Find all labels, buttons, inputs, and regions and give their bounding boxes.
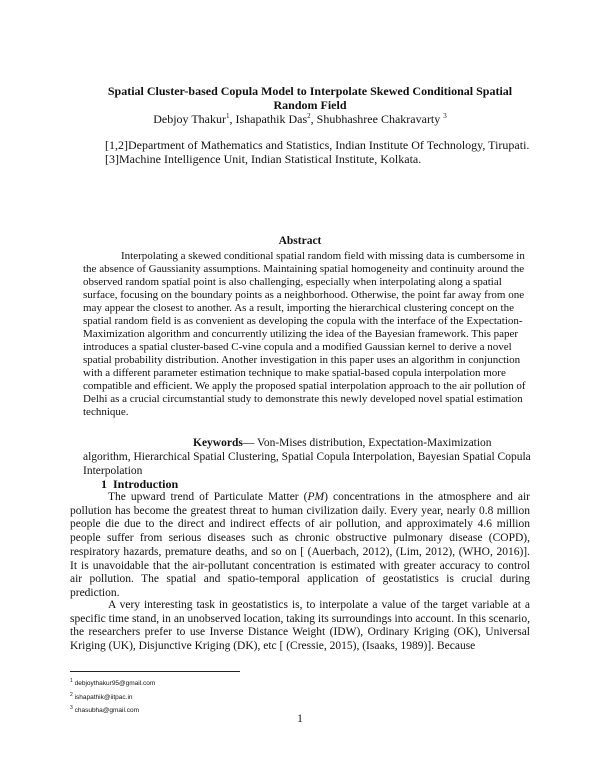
page-number: 1 [297,713,303,725]
keywords-text: — Von-Mises distribution, Expectation-Maximization algorithm, Hierarchical Spatial Clustering, Spatial Copula Interpolation, Bayesian Spatial Copula Interpolation [83,437,531,477]
title-line-1: Spatial Cluster-based Copula Model to Interpolate Skewed Conditional Spatial [107,84,513,98]
author-name: Shubhashree Chakravarty [316,112,441,126]
title-line-2: Random Field [273,98,347,112]
footnote-marker: 2 [70,691,73,698]
footnote-email[interactable]: chasubha@gmail.com [74,707,140,715]
introduction-paragraph-2: A very interesting task in geostatistics is, to interpolate a value of the target variable at a specific time stand, in an unobserved location, taking its surroundings into account. In this scenario, the researchers prefer to use Inverse Distance Weight (IDW), Ordinary Kriging (OK), Universal Kriging (UK), Disjunctive Kriging (DK), etc [ (Cressie, 2015), (Isaaks, 1989)]. Because [70,599,530,653]
abstract-heading: Abstract [278,235,322,247]
para-text: ) concentrations in the atmosphere and air pollution has become the greatest threat to human civilization daily. Every year, nearly 0.8 million people die due to the direct and indirect effects of air pollution, and approximately 4.6 million people suffer from serious diseases such as chronic obstructive pulmonary disease (COPD), respiratory hazards, premature deaths, and so on [ (Auerbach, 2012), (Lim, 2012), (WHO, 2016)]. It is unavoidable that the air-pollutant concentration is estimated with greater accuracy to control air pollution. The spatial and spatio-temporal application of geostatistics is crucial during prediction. [70,491,530,599]
footnote-email[interactable]: debjoythakur95@gmail.com [74,680,156,688]
author-list: Debjoy Thakur$^1$, Ishapathik Das$^2$, Shubhashree Chakravarty $^3$ [153,112,447,126]
footnote [70,676,155,690]
footnote-rule [70,671,240,672]
affiliation-line: [3]Machine Intelligence Unit, Indian Statistical Institute, Kolkata. [105,152,422,166]
section-title: Introduction [113,477,179,491]
section-number: 1 [101,477,107,491]
section-heading [101,477,178,492]
paper-title [100,84,520,112]
introduction-paragraph-1 [70,491,530,601]
affiliations [105,138,529,166]
footnote-email[interactable]: ishapathik@iitpac.in [74,693,133,701]
affiliation-line: [1,2]Department of Mathematics and Statistics, Indian Institute Of Technology, Tirupati. [105,138,530,152]
keywords-label: Keywords [193,437,243,449]
author-name: Ishapathik Das [235,112,308,126]
keywords [83,436,533,478]
footnote-marker: 3 [70,705,73,712]
author-superscript: 3 [443,112,447,120]
footnotes [70,676,155,717]
abstract-text: Interpolating a skewed conditional spatial random field with missing data is cumbersome in the absence of Gaussianity assumptions. Maintaining spatial homogeneity and continuity around the observed random spatial point is also challenging, especially when interpolating along a spatial surface, focusing on the boundary points as a neighborhood. Otherwise, the point far away from one may appear the closest to another. As a result, importing the hierarchical clustering concept on the spatial random field is as convenient as developing the copula with the interface of the Expectation-Maximization algorithm and concurrently utilizing the idea of the Bayesian framework. This paper introduces a spatial cluster-based C-vine copula and a modified Gaussian kernel to derive a novel spatial probability distribution. Another investigation in this paper uses an algorithm in conjunction with a different parameter estimation technique to make spatial-based copula interpolation more compatible and efficient. We apply the proposed spatial interpolation approach to the air pollution of Delhi as a crucial circumstantial study to demonstrate this newly developed novel spatial estimation technique. [83,250,526,418]
author-name: Debjoy Thakur [153,112,226,126]
math-symbol-pm: PM [307,491,325,503]
author-superscript: 2 [307,112,311,120]
footnote [70,690,155,704]
footnote-marker: 1 [70,678,73,684]
author-superscript: 1 [225,112,230,120]
para-text: The upward trend of Particulate Matter ( [108,491,308,503]
